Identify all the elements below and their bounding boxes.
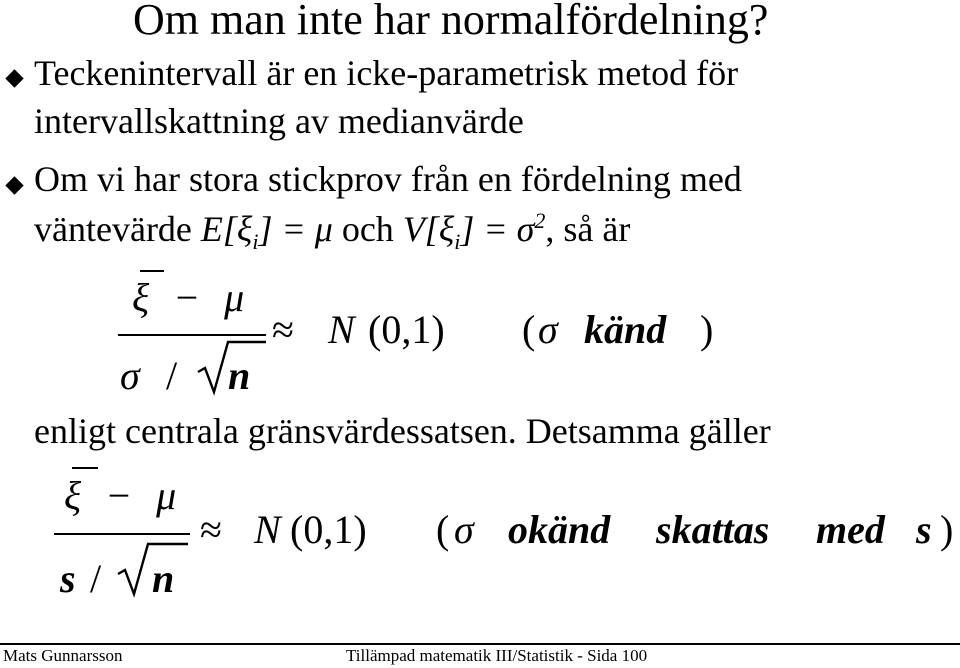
denominator-n: n [228, 353, 251, 398]
bullet1-line2: intervallskattning av medianvärde [34, 101, 524, 141]
variance-rhs: ] = σ [460, 209, 535, 249]
normal-N: N [254, 507, 281, 552]
denominator-n: n [152, 556, 175, 601]
bullet2-line2 [34, 208, 630, 255]
diamond-bullet-icon [5, 69, 23, 87]
estimated-text: skattas [656, 507, 770, 552]
subscript-i: i [252, 229, 259, 255]
sigma-symbol: σ [538, 307, 558, 352]
approx-symbol: ≈ [200, 507, 222, 552]
footer-course-page: Tillämpad matematik III/Statistik - Sida 100 [346, 646, 648, 665]
subscript-i: i [454, 229, 461, 255]
prefix-text: väntevärde [34, 209, 201, 249]
unknown-text: okänd [508, 507, 611, 552]
paren-open: ( [522, 307, 536, 352]
numerator: ξ − μ [132, 275, 245, 320]
fraction-bar [54, 533, 190, 535]
expectation-rhs: ] = μ [258, 209, 333, 249]
slide-title: Om man inte har normalfördelning? [133, 0, 769, 44]
known-text: känd [584, 307, 667, 352]
superscript-2: 2 [534, 208, 546, 233]
numerator: ξ − μ [64, 473, 177, 518]
denominator-slash: / [90, 556, 102, 601]
denominator-sigma: σ [120, 353, 140, 398]
expectation-expr: E[ξ [200, 209, 253, 249]
denominator-s: s [60, 556, 76, 601]
footer-divider [0, 643, 960, 645]
normal-args: (0,1) [290, 507, 367, 552]
bullet1-line1: Teckenintervall är en icke-parametrisk metod för [34, 53, 739, 93]
paren-close: ) [940, 507, 954, 552]
denominator-slash: / [166, 353, 178, 398]
och-text: och [332, 209, 403, 249]
footer-author: Mats Gunnarsson [3, 646, 123, 665]
sigma-symbol: σ [454, 507, 474, 552]
approx-symbol: ≈ [272, 307, 294, 352]
suffix-text: , så är [545, 209, 631, 249]
normal-N: N [328, 307, 355, 352]
diamond-bullet-icon [5, 176, 23, 194]
clt-text: enligt centrala gränsvärdessatsen. Detsamma gäller [34, 411, 771, 451]
normal-args: (0,1) [368, 307, 445, 352]
s-symbol: s [916, 507, 932, 552]
paren-close: ) [700, 307, 714, 352]
xi-overline [140, 270, 164, 272]
bullet2-line1: Om vi har stora stickprov från en fördelning med [34, 159, 742, 199]
paren-open: ( [436, 507, 450, 552]
variance-expr: V[ξ [402, 209, 455, 249]
fraction-bar [118, 334, 266, 336]
xi-overline [72, 467, 98, 469]
with-text: med [816, 507, 885, 552]
